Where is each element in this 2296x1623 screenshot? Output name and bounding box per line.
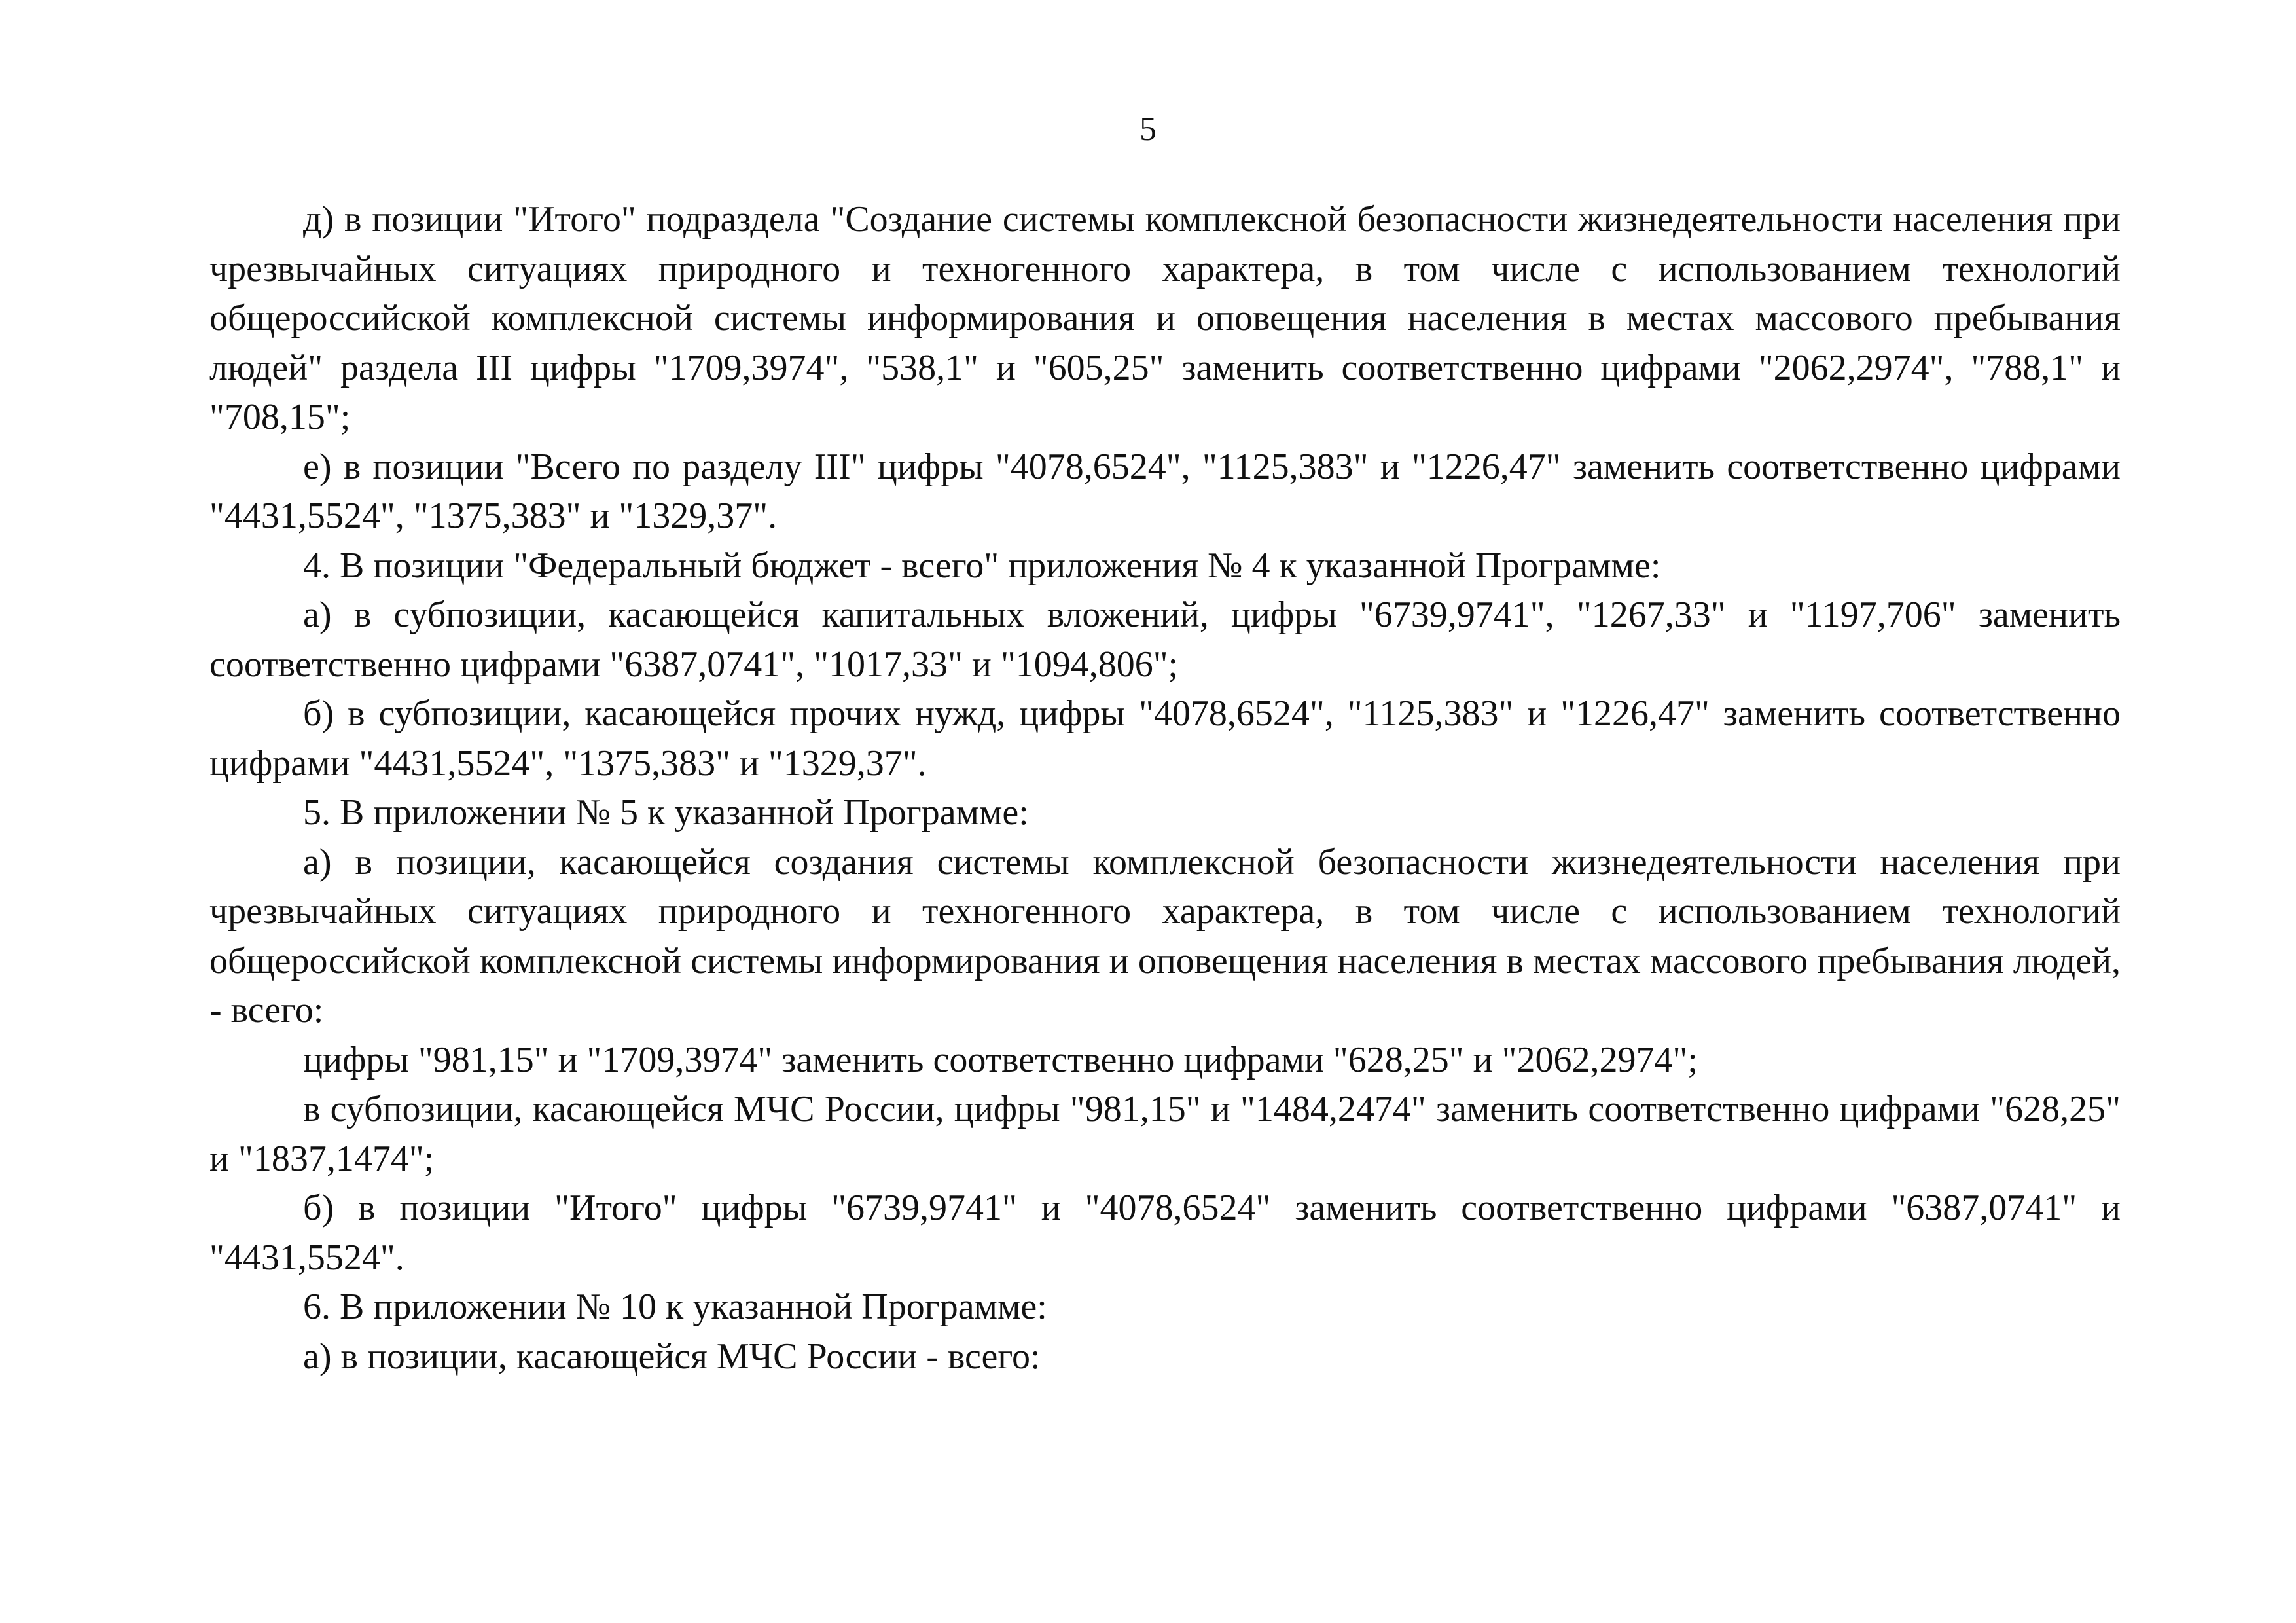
paragraph-5a-mchs: в субпозиции, касающейся МЧС России, цифры "981,15" и "1484,2474" заменить соответственно цифрами "628,25" и "1837,1474"; [209,1089,2121,1179]
paragraph-5b-itogo: б) в позиции "Итого" цифры "6739,9741" и "4078,6524" заменить соответственно цифрами "6387,0741" и "4431,5524". [209,1188,2121,1278]
paragraph-5a-system: а) в позиции, касающейся создания системы комплексной безопасности жизнедеятельности населения при чрезвычайных ситуациях природного и техногенного характера, в том числе с использованием технологий общероссийской комплексной системы информирования и оповещения населения в местах массового пребывания людей, - всего: [209,841,2121,1030]
paragraph-item-6: 6. В приложении № 10 к указанной Программе: [303,1286,1047,1327]
paragraph-item-5: 5. В приложении № 5 к указанной Программе: [303,792,1029,833]
page-number: 5 [1139,111,1157,148]
paragraph-5a-figures: цифры "981,15" и "1709,3974" заменить соответственно цифрами "628,25" и "2062,2974"; [303,1039,1698,1080]
paragraph-4a-capital: а) в субпозиции, касающейся капитальных вложений, цифры "6739,9741", "1267,33" и "1197,706" заменить соответственно цифрами "6387,0741", "1017,33" и "1094,806"; [209,594,2121,685]
paragraph-6a-mchs: а) в позиции, касающейся МЧС России - всего: [303,1336,1041,1377]
paragraph-d-itogo: д) в позиции "Итого" подраздела "Создание системы комплексной безопасности жизнедеятельности населения при чрезвычайных ситуациях природного и техногенного характера, в том числе с использованием технологий общероссийской комплексной системы информирования и оповещения населения в местах массового пребывания людей" раздела III цифры "1709,3974", "538,1" и "605,25" заменить соответственно цифрами "2062,2974", "788,1" и "708,15"; [209,199,2121,437]
paragraph-e-vsego-razdel-3: е) в позиции "Всего по разделу III" цифры "4078,6524", "1125,383" и "1226,47" заменить соответственно цифрами "4431,5524", "1375,383" и "1329,37". [209,446,2121,536]
paragraph-item-4: 4. В позиции "Федеральный бюджет - всего" приложения № 4 к указанной Программе: [303,545,1661,586]
document-body [209,195,2121,1381]
paragraph-4b-other-needs: б) в субпозиции, касающейся прочих нужд, цифры "4078,6524", "1125,383" и "1226,47" заменить соответственно цифрами "4431,5524", "1375,383" и "1329,37". [209,693,2121,784]
